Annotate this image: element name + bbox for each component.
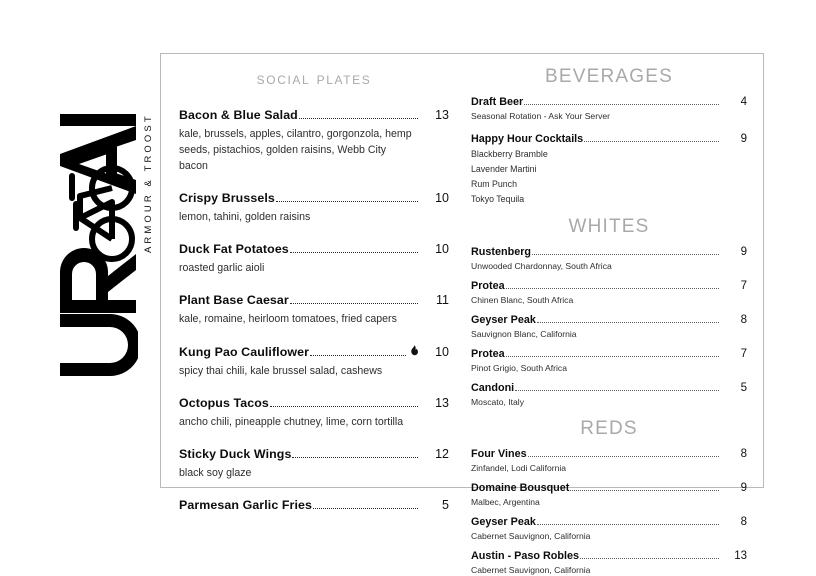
- wine-item-price: 9: [740, 481, 747, 494]
- menu-item: [179, 293, 449, 327]
- wine-item-price: 8: [740, 314, 747, 327]
- menu-item: [179, 447, 449, 481]
- menu-item-name: Duck Fat Potatoes: [179, 242, 289, 257]
- wine-item: [471, 448, 747, 475]
- wine-item-description: Sauvignon Blanc, California: [471, 329, 577, 340]
- menu-item-price: 10: [435, 242, 449, 257]
- menu-item-name: Parmesan Garlic Fries: [179, 497, 312, 512]
- menu-card: [160, 53, 764, 575]
- dot-leader: [506, 355, 719, 357]
- wine-item-name: Geyser Peak: [471, 515, 536, 528]
- dot-leader: [310, 354, 406, 356]
- menu-item-description: lemon, tahini, golden raisins: [179, 211, 311, 224]
- dot-leader: [290, 302, 418, 304]
- dot-leader: [506, 287, 719, 289]
- menu-item-description: spicy thai chili, kale brussel salad, cashews: [179, 364, 383, 377]
- wine-item-name: Protea: [471, 348, 505, 361]
- menu-item-price: 11: [436, 293, 449, 308]
- dot-leader: [532, 253, 719, 255]
- drink-item-price: 4: [740, 96, 747, 108]
- drink-item-description: Seasonal Rotation - Ask Your Server: [471, 111, 611, 121]
- cocktail-list-item: Lavender Martini: [471, 164, 537, 175]
- food-column: [179, 63, 453, 512]
- drinks-column: [453, 63, 747, 575]
- dot-leader: [270, 405, 418, 407]
- menu-item: [179, 108, 449, 174]
- menu-item: [179, 345, 449, 379]
- wine-item-name: Austin - Paso Robles: [471, 549, 579, 562]
- menu-item: [179, 191, 449, 225]
- section-heading-social-plates: social plates: [256, 69, 372, 88]
- wine-item-price: 8: [740, 447, 747, 460]
- wine-item-name: Domaine Bousquet: [471, 481, 570, 494]
- cocktail-list: [471, 147, 747, 208]
- wine-item-description: Chinen Blanc, South Africa: [471, 295, 574, 306]
- dot-leader: [537, 321, 719, 323]
- drink-item-name: Happy Hour Cocktails: [471, 132, 584, 145]
- wine-item: [471, 516, 747, 543]
- wine-item-price: 7: [740, 280, 747, 293]
- wine-item-description: Zinfandel, Lodi California: [471, 462, 567, 473]
- wine-item: [471, 348, 747, 375]
- drink-item: [471, 96, 747, 123]
- cocktail-list-item: Tokyo Tequila: [471, 194, 525, 205]
- flame-icon: [411, 345, 418, 359]
- wine-item-description: Cabernet Sauvignon, California: [471, 564, 591, 575]
- wine-item: [471, 246, 747, 273]
- menu-item-price: 10: [435, 344, 449, 359]
- wine-item-name: Geyser Peak: [471, 314, 536, 327]
- wine-item-name: Protea: [471, 280, 505, 293]
- menu-item-price: 10: [435, 191, 449, 206]
- menu-item-name: Plant Base Caesar: [179, 293, 289, 308]
- menu-item-price: 13: [435, 395, 449, 410]
- cocktail-list-item: Rum Punch: [471, 179, 517, 190]
- drink-item-name: Draft Beer: [471, 96, 524, 108]
- dot-leader: [528, 455, 719, 457]
- menu-item-name: Octopus Tacos: [179, 395, 269, 410]
- wine-item-name: Candoni: [471, 381, 515, 394]
- wine-item-description: Malbec, Argentina: [471, 496, 540, 507]
- wine-item-name: Four Vines: [471, 447, 527, 460]
- wine-item: [471, 550, 747, 576]
- wine-item-price: 13: [734, 549, 747, 562]
- wine-item-price: 7: [740, 348, 747, 361]
- dot-leader: [515, 389, 719, 391]
- wine-item-price: 5: [740, 381, 747, 394]
- wine-item-price: 8: [740, 515, 747, 528]
- wine-item-description: Pinot Grigio, South Africa: [471, 363, 568, 374]
- dot-leader: [537, 523, 719, 525]
- section-heading-beverages: BEVERAGES: [544, 66, 673, 87]
- cocktail-list-item: Blackberry Bramble: [471, 148, 548, 159]
- menu-item-description: kale, romaine, heirloom tomatoes, fried capers: [179, 313, 397, 326]
- menu-item-name: Bacon & Blue Salad: [179, 108, 298, 122]
- menu-item: [179, 242, 449, 276]
- dot-leader: [276, 200, 418, 202]
- menu-item: [179, 396, 449, 430]
- dot-leader: [580, 557, 719, 559]
- menu-item-price: 12: [435, 446, 449, 461]
- logo-tagline: ARMOUR & TROOST: [143, 113, 154, 253]
- dot-leader: [584, 140, 719, 142]
- menu-item-name: Sticky Duck Wings: [179, 446, 292, 461]
- section-heading-reds: REDS: [580, 417, 638, 439]
- brand-logo: [38, 108, 158, 398]
- drink-item-price: 9: [740, 132, 747, 145]
- dot-leader: [313, 507, 418, 509]
- wine-item-description: Unwooded Chardonnay, South Africa: [471, 261, 612, 272]
- menu-item-name: Kung Pao Cauliflower: [179, 344, 310, 359]
- section-heading-whites: WHITES: [568, 216, 650, 238]
- menu-item-description: black soy glaze: [179, 466, 252, 479]
- wine-item-price: 9: [740, 246, 747, 259]
- wine-item-description: Moscato, Italy: [471, 396, 525, 407]
- wine-item-description: Cabernet Sauvignon, California: [471, 530, 591, 541]
- menu-item-description: kale, brussels, apples, cilantro, gorgonzola, hemp seeds, pistachios, golden raisins, Webb City bacon: [179, 128, 412, 173]
- menu-item-name: Crispy Brussels: [179, 191, 275, 206]
- urban-wordmark: [58, 112, 138, 378]
- wine-item: [471, 314, 747, 341]
- dot-leader: [299, 117, 418, 119]
- menu-item-price: 13: [435, 108, 449, 122]
- drink-item: [471, 133, 747, 208]
- menu-item-description: roasted garlic aioli: [179, 262, 265, 275]
- wine-item: [471, 482, 747, 509]
- dot-leader: [524, 103, 719, 105]
- dot-leader: [290, 251, 418, 253]
- wine-item: [471, 280, 747, 307]
- menu-item-description: ancho chili, pineapple chutney, lime, corn tortilla: [179, 415, 404, 428]
- wine-item-name: Rustenberg: [471, 246, 531, 259]
- wine-item: [471, 382, 747, 409]
- dot-leader: [570, 489, 719, 491]
- menu-item: [179, 498, 449, 512]
- menu-item-price: 5: [442, 497, 449, 512]
- dot-leader: [292, 456, 418, 458]
